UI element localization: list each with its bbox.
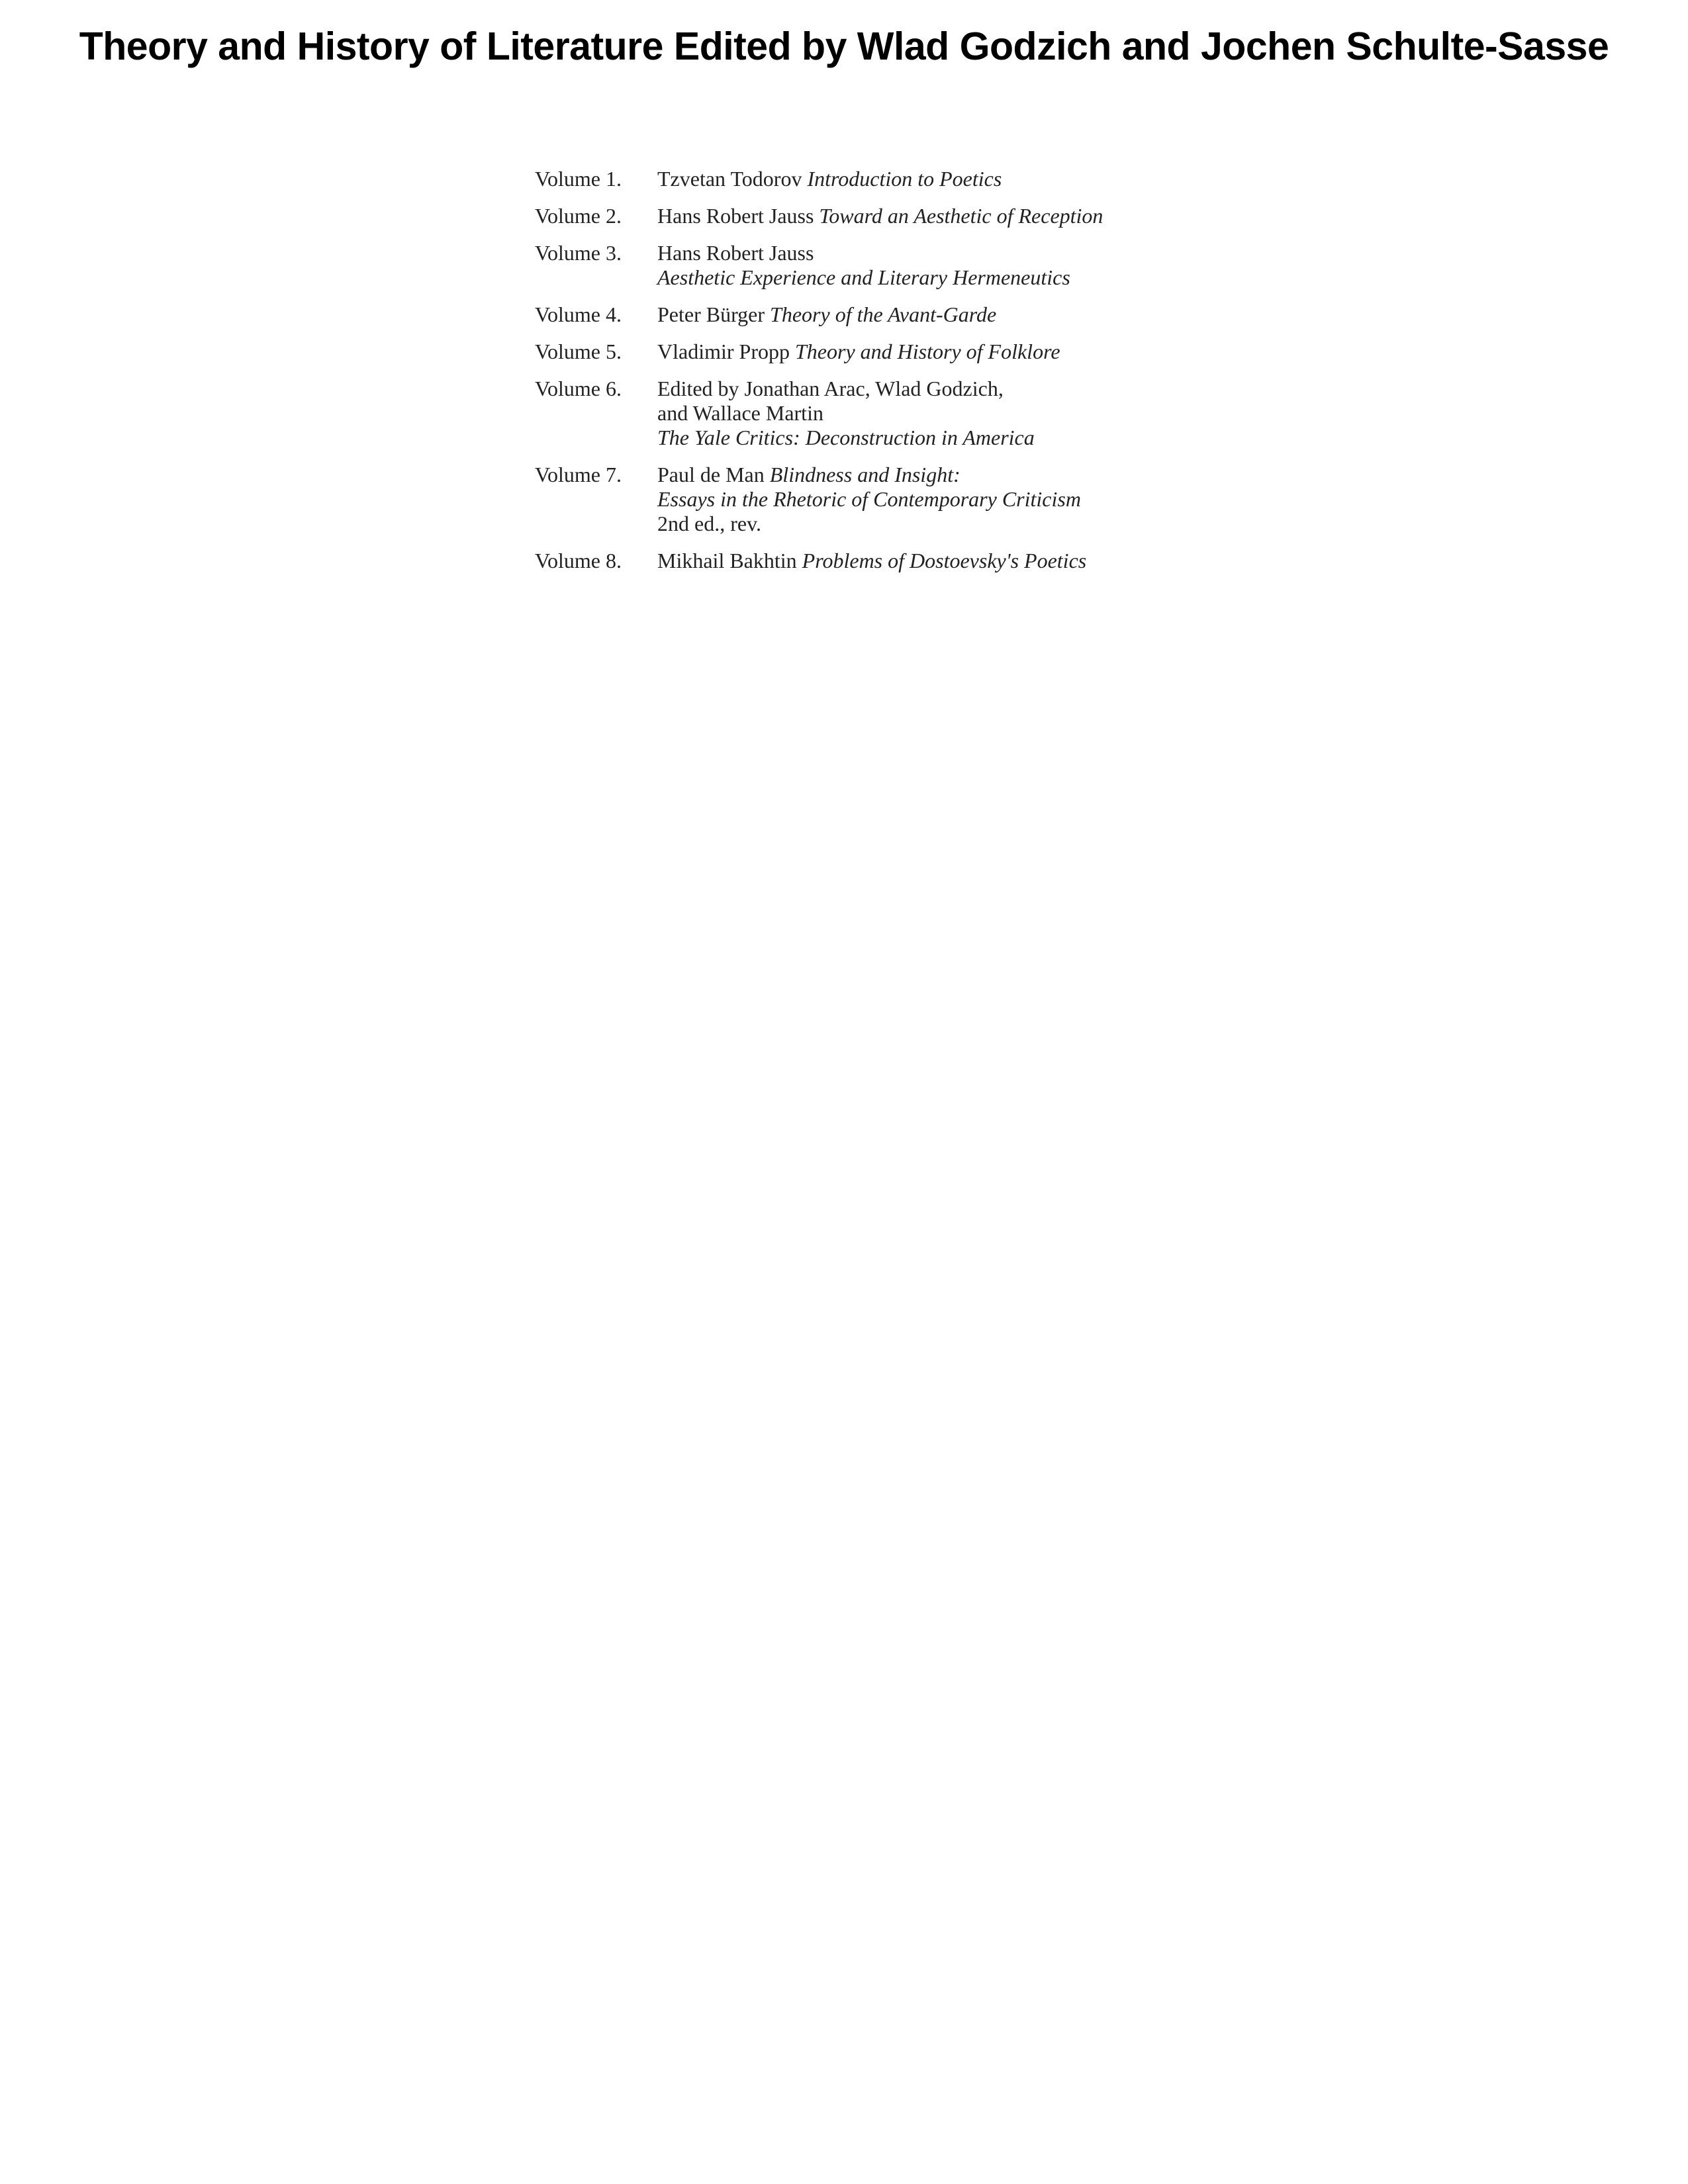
- book-title: Theory of the Avant-Garde: [770, 302, 997, 326]
- book-title: Problems of Dostoevsky's Poetics: [802, 549, 1087, 572]
- series-volume-list: [535, 167, 1197, 586]
- volume-number: Volume 1.: [535, 167, 622, 191]
- entry-line: [657, 241, 1197, 265]
- book-title: The Yale Critics: Deconstruction in America: [657, 426, 1035, 449]
- volume-entry: [657, 241, 1197, 290]
- volume-number: Volume 4.: [535, 302, 622, 326]
- list-item: [535, 377, 1197, 450]
- volume-entry: [657, 549, 1197, 573]
- entry-line: [657, 204, 1197, 228]
- volume-number: Volume 2.: [535, 204, 622, 228]
- entry-line: [657, 463, 1197, 487]
- volume-entry: [657, 340, 1197, 364]
- entry-line: [657, 426, 1197, 450]
- author-text: Tzvetan Todorov: [657, 167, 808, 191]
- author-text: Vladimir Propp: [657, 340, 795, 363]
- author-text: Mikhail Bakhtin: [657, 549, 802, 572]
- book-title: Blindness and Insight:: [769, 463, 961, 486]
- author-text: Peter Bürger: [657, 302, 771, 326]
- author-text: and Wallace Martin: [657, 401, 823, 425]
- volume-number: Volume 7.: [535, 463, 622, 486]
- book-title: Introduction to Poetics: [807, 167, 1002, 191]
- list-item: [535, 204, 1197, 228]
- book-title: Essays in the Rhetoric of Contemporary Criticism: [657, 487, 1081, 511]
- author-text: Hans Robert Jauss: [657, 204, 820, 228]
- list-item: [535, 302, 1197, 327]
- volume-entry: [657, 167, 1197, 191]
- entry-line: [657, 340, 1197, 364]
- volume-number: Volume 5.: [535, 340, 622, 363]
- volume-entry: [657, 204, 1197, 228]
- author-text: Edited by Jonathan Arac, Wlad Godzich,: [657, 377, 1004, 400]
- volume-entry: [657, 377, 1197, 450]
- entry-line: [657, 549, 1197, 573]
- list-item: [535, 549, 1197, 573]
- list-item: [535, 167, 1197, 191]
- page-title: Theory and History of Literature Edited by Wlad Godzich and Jochen Schulte-Sasse: [79, 24, 1609, 68]
- entry-line: [657, 167, 1197, 191]
- volume-number: Volume 6.: [535, 377, 622, 400]
- volume-entry: [657, 463, 1197, 536]
- entry-line: [657, 487, 1197, 512]
- volume-number: Volume 3.: [535, 241, 622, 265]
- entry-line: [657, 401, 1197, 426]
- entry-line: [657, 377, 1197, 401]
- list-item: [535, 463, 1197, 536]
- book-title: Toward an Aesthetic of Reception: [819, 204, 1103, 228]
- author-text: 2nd ed., rev.: [657, 512, 761, 535]
- volume-number: Volume 8.: [535, 549, 622, 572]
- list-item: [535, 241, 1197, 290]
- entry-line: [657, 302, 1197, 327]
- entry-line: [657, 265, 1197, 290]
- book-title: Theory and History of Folklore: [794, 340, 1060, 363]
- author-text: Hans Robert Jauss: [657, 241, 814, 265]
- book-title: Aesthetic Experience and Literary Hermeneutics: [657, 265, 1070, 289]
- volume-entry: [657, 302, 1197, 327]
- entry-line: [657, 512, 1197, 536]
- author-text: Paul de Man: [657, 463, 770, 486]
- list-item: [535, 340, 1197, 364]
